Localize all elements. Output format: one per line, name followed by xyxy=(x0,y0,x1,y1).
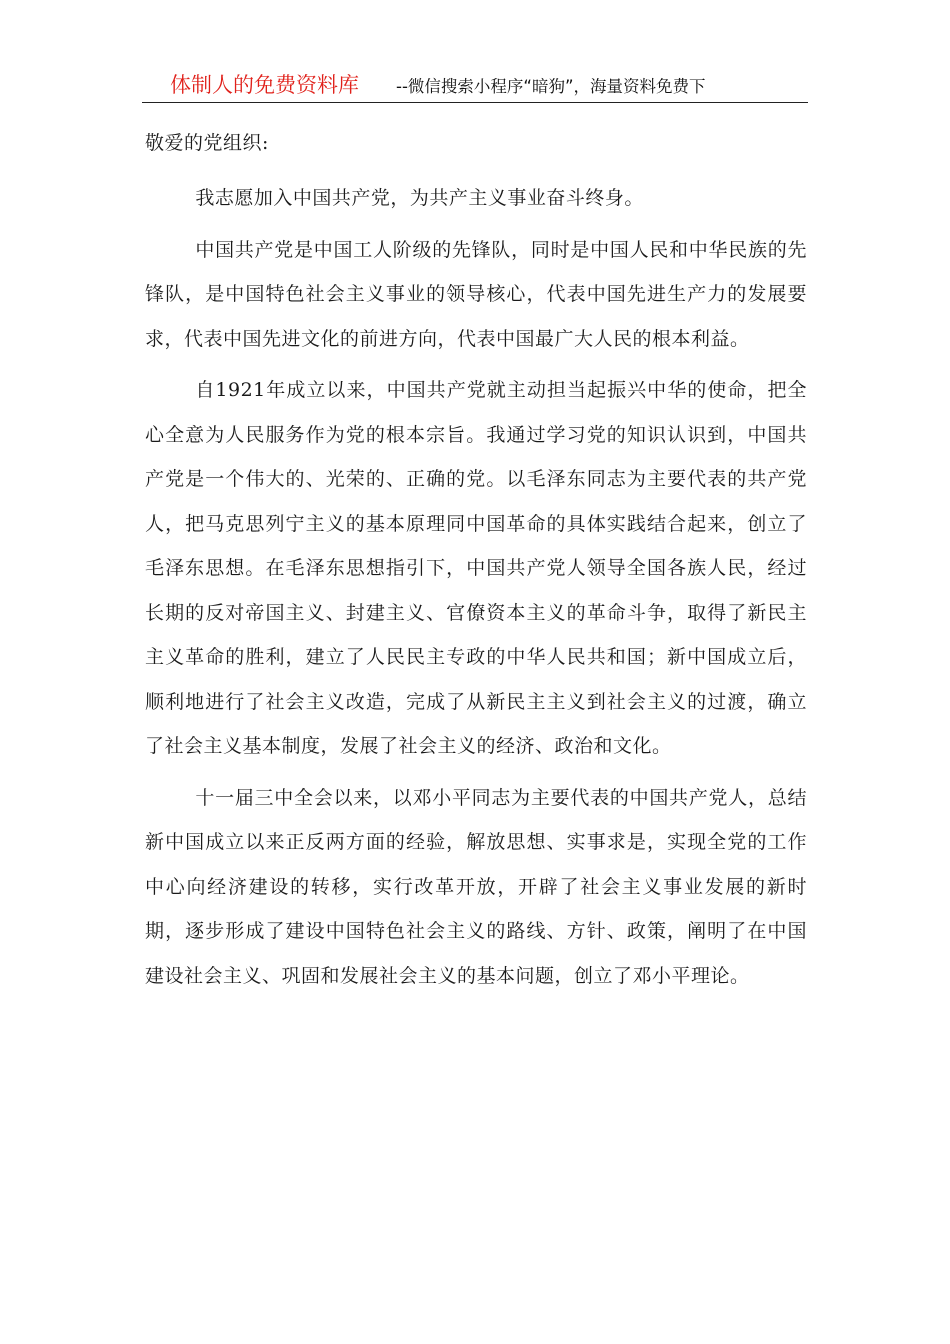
page-header xyxy=(142,70,808,103)
paragraph-2: 中国共产党是中国工人阶级的先锋队，同时是中国人民和中华民族的先锋队，是中国特色社会主义事业的领导核心，代表中国先进生产力的发展要求，代表中国先进文化的前进方向，代表中国最广大人民的根本利益。 xyxy=(145,238,807,350)
header-brand-title: 体制人的免费资料库 xyxy=(170,73,359,97)
salutation: 敬爱的党组织: xyxy=(145,132,269,154)
paragraph-4: 十一届三中全会以来，以邓小平同志为主要代表的中国共产党人，总结新中国成立以来正反两方面的经验，解放思想、实事求是，实现全党的工作中心向经济建设的转移，实行改革开放，开辟了社会主义事业发展的新时期，逐步形成了建设中国特色社会主义的路线、方针、政策，阐明了在中国建设社会主义、巩固和发展社会主义的基本问题，创立了邓小平理论。 xyxy=(145,786,807,987)
paragraph-1: 我志愿加入中国共产党，为共产主义事业奋斗终身。 xyxy=(195,187,644,209)
header-subtitle: --微信搜索小程序“暗狗”，海量资料免费下 xyxy=(396,77,706,96)
document-body xyxy=(145,128,807,1005)
paragraph-3: 自1921年成立以来，中国共产党就主动担当起振兴中华的使命，把全心全意为人民服务作为党的根本宗旨。我通过学习党的知识认识到，中国共产党是一个伟大的、光荣的、正确的党。以毛泽东同志为主要代表的共产党人，把马克思列宁主义的基本原理同中国革命的具体实践结合起来，创立了毛泽东思想。在毛泽东思想指引下，中国共产党人领导全国各族人民，经过长期的反对帝国主义、封建主义、官僚资本主义的革命斗争，取得了新民主主义革命的胜利，建立了人民民主专政的中华人民共和国；新中国成立后，顺利地进行了社会主义改造，完成了从新民主主义到社会主义的过渡，确立了社会主义基本制度，发展了社会主义的经济、政治和文化。 xyxy=(145,379,807,757)
